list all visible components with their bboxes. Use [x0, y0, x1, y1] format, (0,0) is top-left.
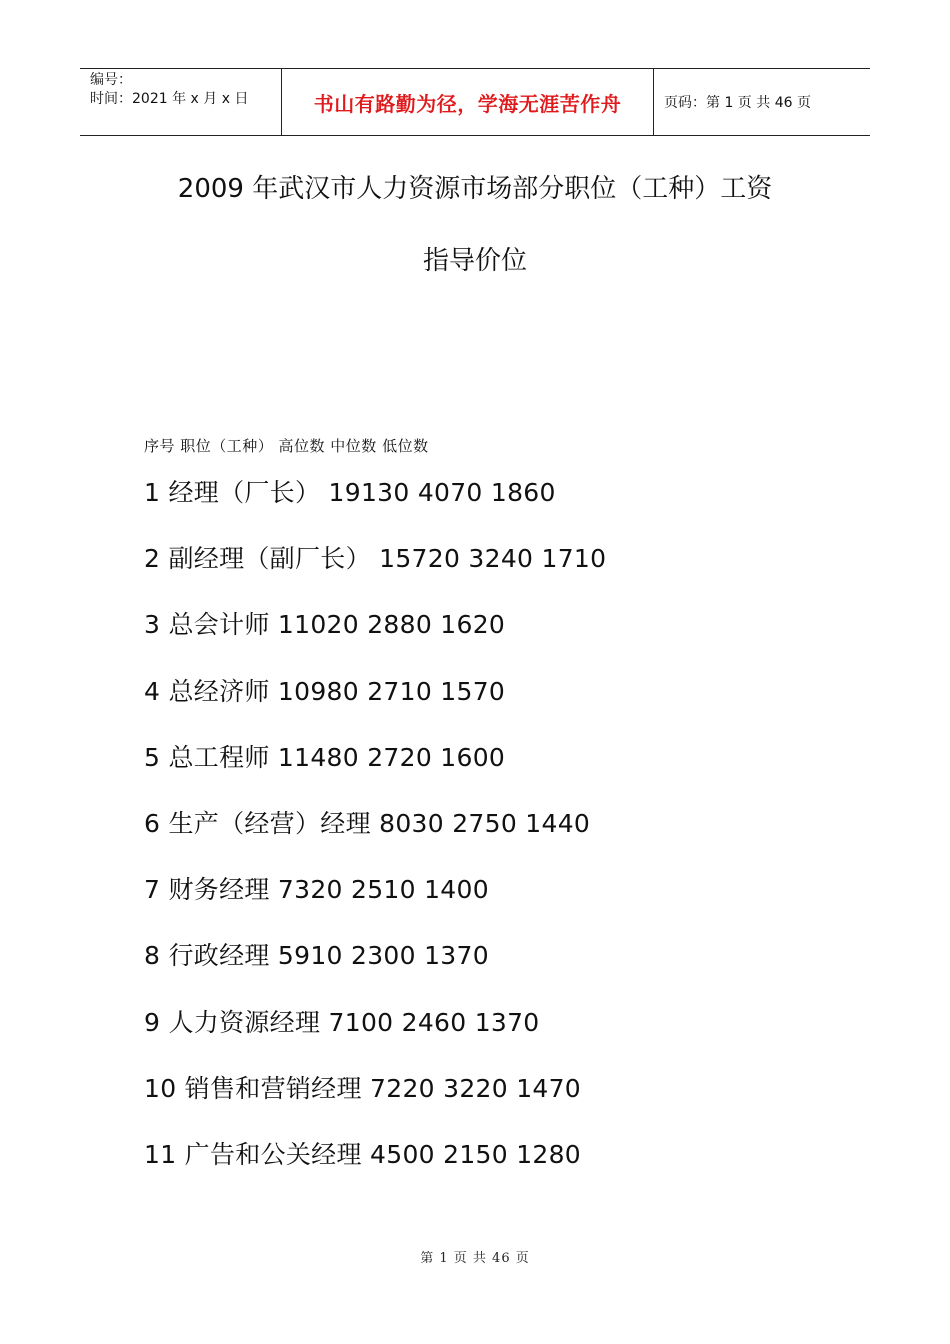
row-mid: 2460: [401, 1007, 467, 1037]
list-item: [144, 1070, 606, 1136]
row-number: 11: [144, 1139, 177, 1169]
row-position: 财务经理: [168, 875, 270, 905]
row-high: 15720: [379, 544, 461, 574]
row-low: 1470: [516, 1073, 582, 1103]
row-mid: 2710: [367, 676, 433, 706]
row-position: 副经理（副厂长）: [168, 544, 371, 574]
list-item: [144, 606, 606, 672]
header-page-info: 页码：第 1 页 共 46 页: [664, 95, 811, 111]
row-number: 3: [144, 610, 161, 640]
row-mid: 3220: [443, 1073, 508, 1103]
row-number: 6: [144, 808, 161, 838]
page-footer: 第 1 页 共 46 页: [420, 1251, 530, 1266]
list-item: [144, 673, 606, 739]
list-item: [144, 474, 606, 540]
list-item: [144, 871, 606, 937]
number-label: 编号：: [90, 72, 132, 88]
list-item: [144, 739, 606, 805]
row-low: 1620: [440, 610, 506, 640]
row-mid: 2300: [351, 941, 416, 971]
row-position: 销售和营销经理: [184, 1073, 362, 1103]
document-title-line1: 2009 年武汉市人力资源市场部分职位（工种）工资: [177, 174, 773, 204]
column-header: 序号 职位（工种） 高位数 中位数 低位数: [144, 437, 429, 455]
row-high: 8030: [379, 808, 444, 838]
row-low: 1400: [424, 875, 489, 905]
row-low: 1370: [424, 941, 489, 971]
document-header: [80, 68, 870, 136]
row-number: 10: [144, 1073, 177, 1103]
row-number: 5: [144, 742, 161, 772]
row-low: 1860: [490, 478, 556, 507]
row-low: 1570: [440, 676, 506, 706]
list-item: [144, 1136, 606, 1202]
row-mid: 2510: [351, 875, 416, 905]
row-high: 11020: [277, 610, 359, 640]
row-position: 人力资源经理: [168, 1007, 321, 1037]
list-item: [144, 805, 606, 871]
row-number: 4: [144, 676, 161, 706]
row-low: 1600: [440, 742, 506, 772]
row-position: 总经济师: [168, 676, 270, 706]
row-mid: 3240: [468, 544, 534, 574]
row-mid: 2750: [452, 808, 518, 838]
list-item: [144, 540, 606, 606]
row-low: 1710: [541, 544, 607, 574]
row-number: 8: [144, 941, 161, 971]
row-mid: 4070: [417, 478, 483, 507]
row-number: 7: [144, 875, 161, 905]
row-high: 11480: [277, 742, 359, 772]
row-low: 1440: [525, 808, 591, 838]
row-high: 4500: [370, 1139, 435, 1169]
date-label: 时间：2021 年 x 月 x 日: [90, 91, 249, 107]
row-number: 2: [144, 544, 161, 574]
row-high: 5910: [277, 941, 343, 971]
row-number: 1: [144, 478, 161, 507]
row-position: 总工程师: [168, 742, 270, 772]
row-low: 1370: [474, 1007, 540, 1037]
document-title-line2: 指导价位: [422, 246, 527, 276]
row-high: 10980: [277, 676, 359, 706]
row-high: 7320: [277, 875, 343, 905]
row-number: 9: [144, 1007, 161, 1037]
row-position: 总会计师: [168, 610, 270, 640]
header-meta: [80, 69, 282, 135]
row-high: 19130: [328, 478, 410, 507]
row-position: 行政经理: [168, 941, 270, 971]
row-mid: 2720: [367, 742, 433, 772]
header-slogan: 书山有路勤为径，学海无涯苦作舟: [282, 69, 654, 135]
row-position: 经理（厂长）: [168, 478, 321, 507]
row-low: 1280: [516, 1139, 582, 1169]
row-position: 生产（经营）经理: [168, 808, 371, 838]
list-item: [144, 937, 606, 1003]
row-position: 广告和公关经理: [184, 1139, 362, 1169]
row-high: 7100: [328, 1007, 394, 1037]
wage-list: [144, 474, 606, 1202]
row-mid: 2880: [367, 610, 433, 640]
row-high: 7220: [370, 1073, 435, 1103]
list-item: [144, 1004, 606, 1070]
row-mid: 2150: [443, 1139, 508, 1169]
